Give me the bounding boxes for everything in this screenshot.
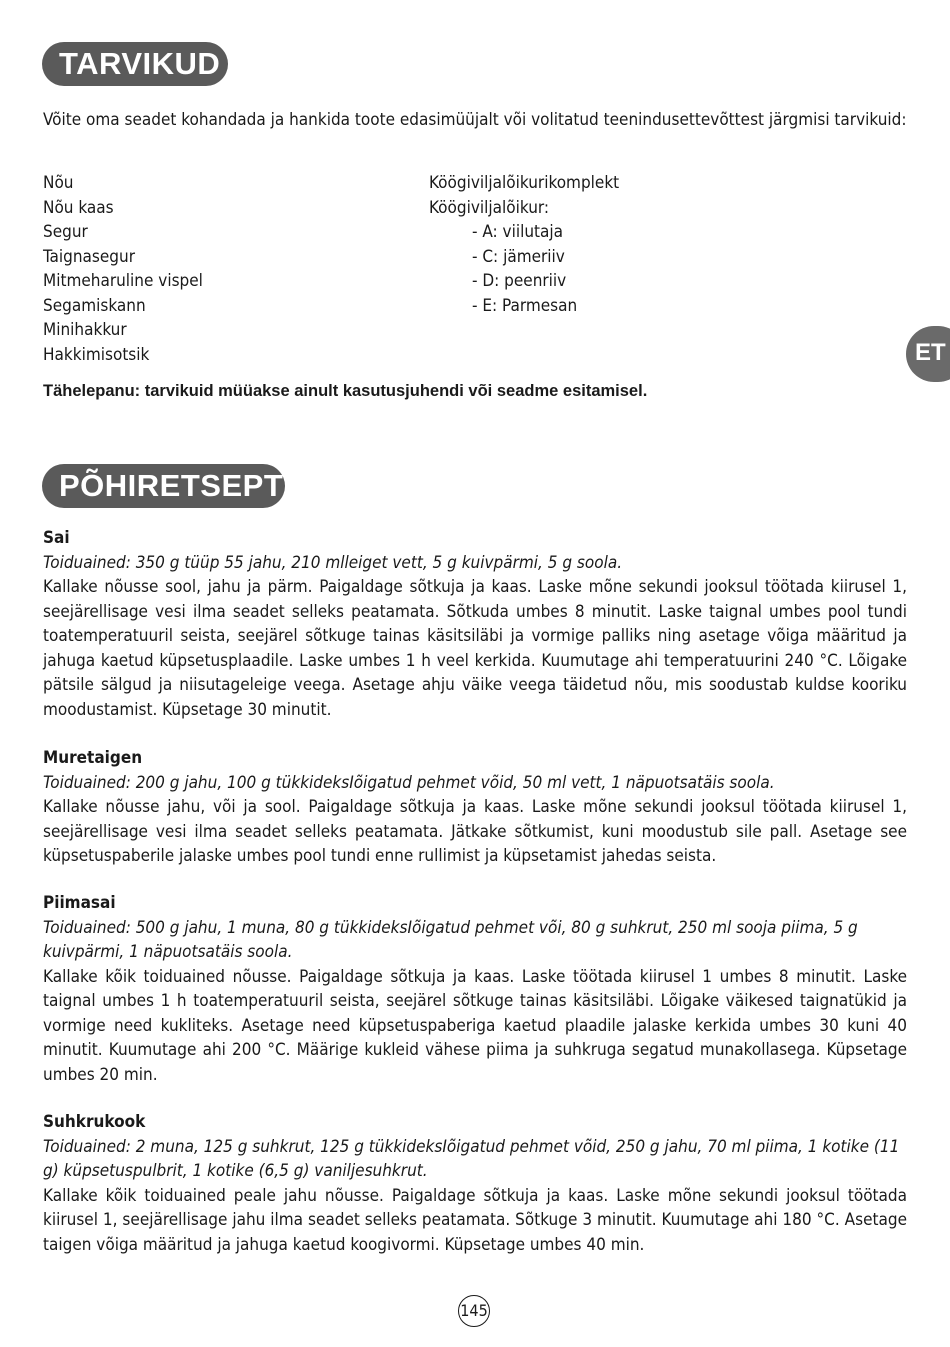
recipe-ingredients: Toiduained: 2 muna, 125 g suhkrut, 125 g tükkideksIõigatud pehmet võid, 250 g jahu, 70 ml piima, 1 kotike (11 g) küpsetuspulbrit, 1 kotike (6,5 g) vaniljesuhkrut. — [43, 1136, 900, 1181]
recipe-ingredients: Toiduained: 500 g jahu, 1 muna, 80 g tükkideksIõigatud pehmet või, 80 g suhkrut, 250 ml sooja piima, 5 g kuivpärmi, 1 näpuotsatäis soola. — [43, 917, 858, 962]
recipe-suhkrukook — [43, 1110, 907, 1257]
accessories-intro: Võite oma seadet kohandada ja hankida toote edasimüüjalt või volitatud teenindusettevõttest järgmisi tarvikuid: — [43, 110, 907, 130]
page-number: 145 — [458, 1295, 490, 1327]
list-item: Köögiviljalõikurikomplekt — [429, 173, 620, 193]
recipe-piimasai — [43, 891, 907, 1087]
recipe-instructions: Kallake nõusse sool, jahu ja pärm. Paigaldage sõtkuja ja kaas. Laske mõne sekundi jooksul töötada kiirusel 1, seejärellisage vesi ilma seadet selleks peatamata. Sõtkuda umbes 8 minutit. Laske taignal umbes pool tundi toatemperatuuril seista, seejärel sõtkuge tainas käsitsiläbi ja vormige palliks ning asetage võiga määritud ja jahuga kaetud küpsetusplaadile. Laske umbes 1 h veel kerkida. Kuumutage ahi temperatuurini 240 °C. Lõigake pätsile sälgud ja niisutageleige veega. Asetage ahju väike veega täidetud nõu, mis soodustab kuldse kooriku moodustamist. Küpsetage 30 minutit. — [43, 577, 907, 720]
list-item: Nõu — [43, 173, 74, 193]
recipe-title: Sai — [43, 528, 70, 548]
recipe-title: Muretaigen — [43, 748, 143, 768]
list-item: Minihakkur — [43, 320, 127, 340]
list-subitem: - A: viilutaja — [472, 222, 564, 242]
list-subitem: - C: jämeriiv — [472, 246, 565, 267]
list-item: Mitmeharuline vispel — [43, 271, 203, 291]
language-tab: ET — [906, 326, 950, 382]
recipe-title: Piimasai — [43, 893, 116, 913]
list-item: Nõu kaas — [43, 197, 114, 218]
recipe-ingredients: Toiduained: 200 g jahu, 100 g tükkideksIõigatud pehmet võid, 50 ml vett, 1 näpuotsatäis soola. — [43, 772, 775, 793]
recipe-sai — [43, 526, 907, 722]
section-title-recipes: PÕHIRETSEPT — [42, 464, 285, 508]
list-item: Taignasegur — [43, 246, 135, 267]
recipe-title: Suhkrukook — [43, 1112, 146, 1132]
recipe-instructions: Kallake kõik toiduained peale jahu nõusse. Paigaldage sõtkuja ja kaas. Laske mõne sekundi jooksul töötada kiirusel 1, seejärellisage jahu ilma seadet selleks peatamata. Sõtkuge 3 minutit. Kuumutage ahi 180 °C. Asetage taigen võiga määritud ja jahuga kaetud koogivormi. Küpsetage umbes 40 min. — [43, 1185, 907, 1255]
list-item: Hakkimisotsik — [43, 344, 150, 365]
section-title-accessories: TARVIKUD — [42, 42, 228, 86]
list-subitem: - E: Parmesan — [472, 295, 578, 316]
list-item: Köögiviljalõikur: — [429, 197, 550, 218]
accessories-list-left — [43, 171, 403, 367]
recipe-instructions: Kallake nõusse jahu, või ja sool. Paigaldage sõtkuja ja kaas. Laske mõne sekundi jooksul töötada kiirusel 1, seejärellisage vesi ilma seadet selleks peatamata. Jätkake sõtkumist, kuni moodustub sile pall. Asetage see küpsetuspaberile jalaske umbes pool tundi enne rullimist ja küpsetamist jahedas seista. — [43, 797, 907, 866]
accessories-list-right — [429, 171, 889, 318]
recipe-ingredients: Toiduained: 350 g tüüp 55 jahu, 210 mlleiget vett, 5 g kuivpärmi, 5 g soola. — [43, 552, 623, 573]
list-item: Segur — [43, 222, 88, 242]
accessories-notice: Tähelepanu: tarvikuid müüakse ainult kasutusjuhendi või seadme esitamisel. — [43, 382, 648, 400]
recipe-instructions: Kallake kõik toiduained nõusse. Paigaldage sõtkuja ja kaas. Laske töötada kiirusel 1 umbes 8 minutit. Laske taignal umbes 1 h toatemperatuuril seista, seejärel sõtkuge tainas käsitsiläbi. Lõigake väikesed taignatükid ja vormige need kukliteks. Asetage need küpsetuspaberiga kaetud plaadile jalaske kerkida umbes 30 kuni 40 minutit. Kuumutage ahi 200 °C. Määrige kukleid vähese piima ja suhkruga segatud munakollasega. Küpsetage umbes 20 min. — [43, 966, 907, 1085]
list-item: Segamiskann — [43, 295, 146, 316]
list-subitem: - D: peenriiv — [472, 271, 567, 291]
recipe-muretaigen — [43, 746, 907, 869]
